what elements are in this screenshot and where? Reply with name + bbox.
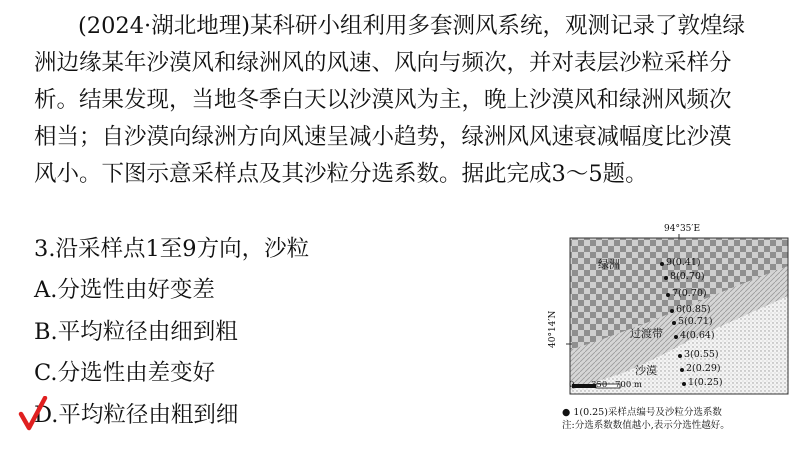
option-a <box>34 272 215 309</box>
passage-line: 相当；自沙漠向绿洲方向风速呈减小趋势，绿洲风风速衰减幅度比沙漠 <box>34 124 732 150</box>
transition-label: 过渡带 <box>630 327 663 340</box>
point-label-3: 3(0.55) <box>684 349 719 360</box>
option-letter: A. <box>34 277 58 303</box>
figure-caption <box>562 406 800 432</box>
sample-point <box>672 321 676 325</box>
option-text: 分选性由差变好 <box>57 360 216 386</box>
scale-mid: 350 <box>591 380 608 390</box>
point-label-9: 9(0.41) <box>666 257 701 268</box>
passage-line: 析。结果发现，当地冬季白天以沙漠风为主，晚上沙漠风和绿洲风频次 <box>34 87 732 113</box>
sample-point <box>660 262 664 266</box>
sample-point <box>680 368 684 372</box>
desert-label: 沙漠 <box>635 364 657 377</box>
option-b <box>34 314 238 351</box>
legend-text: 1(0.25)采样点编号及沙粒分选系数 <box>573 407 722 418</box>
sample-point <box>664 276 668 280</box>
point-label-4: 4(0.64) <box>680 330 715 341</box>
point-label-2: 2(0.29) <box>686 363 721 374</box>
point-label-8: 8(0.70) <box>670 271 705 282</box>
oasis-label: 绿洲 <box>598 258 620 271</box>
passage-line: 风小。下图示意采样点及其沙粒分选系数。据此完成3～5题。 <box>34 161 648 187</box>
figure-note: 注:分选系数数值越小,表示分选性越好。 <box>562 420 730 431</box>
latitude-label: 40°14′N <box>548 310 558 348</box>
point-label-1: 1(0.25) <box>688 377 723 388</box>
option-d <box>34 397 238 434</box>
scale-zero: 0 <box>569 380 575 390</box>
checkmark-icon <box>18 396 48 432</box>
legend-bullet-icon: ● <box>562 407 574 418</box>
sample-point <box>666 293 670 297</box>
option-text: 平均粒径由细到粗 <box>57 319 238 345</box>
point-label-6: 6(0.85) <box>676 304 711 315</box>
longitude-label: 94°35′E <box>664 224 701 234</box>
passage-line: (2024·湖北地理)某科研小组利用多套测风系统，观测记录了敦煌绿 <box>78 13 745 39</box>
option-letter: D. <box>34 402 59 428</box>
option-text: 分选性由好变差 <box>57 277 215 303</box>
passage <box>34 8 774 193</box>
sample-point <box>674 335 678 339</box>
point-label-5: 5(0.71) <box>678 316 713 327</box>
option-letter: B. <box>34 319 58 345</box>
sample-point <box>682 382 686 386</box>
point-label-7: 7(0.70) <box>672 288 707 299</box>
sample-point <box>670 309 674 313</box>
passage-line: 洲边缘某年沙漠风和绿洲风的风速、风向与频次，并对表层沙粒采样分 <box>34 50 732 76</box>
question-stem: 3.沿采样点1至9方向，沙粒 <box>34 236 310 262</box>
sample-point <box>678 354 682 358</box>
option-c <box>34 355 215 392</box>
scale-end: 700 m <box>615 380 642 390</box>
option-letter: C. <box>34 360 58 386</box>
option-text: 平均粒径由粗到细 <box>58 402 239 428</box>
